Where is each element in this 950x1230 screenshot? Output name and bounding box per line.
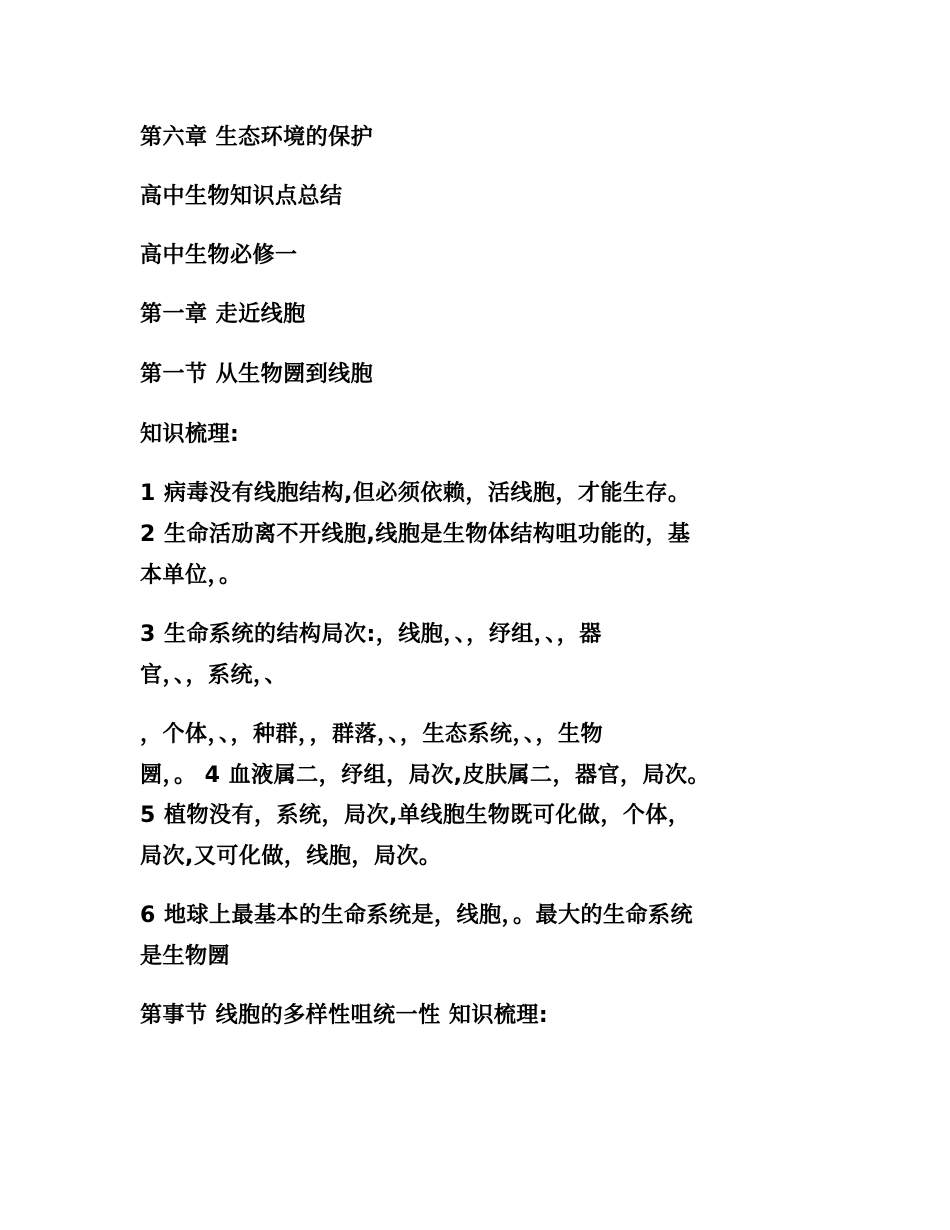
paragraph-4-line-2: 圐，。 4 血液属二，纾组，局次,皮肤属二，器官，局次。 bbox=[140, 763, 710, 788]
section1-heading: 第一节 从生物圐到线胞 bbox=[140, 362, 374, 387]
paragraph-3-line-2: 官，、，系统，、 bbox=[140, 663, 288, 688]
paragraph-4-line-3: 5 植物没有，系统，局次,单线胞生物既可化做，个体， bbox=[140, 803, 691, 828]
paragraph-1: 1 病毒没有线胞结构,但必须依赖，活线胞，才能生存。 bbox=[140, 481, 691, 506]
paragraph-5-line-2: 是生物圐 bbox=[140, 944, 231, 969]
paragraph-3-line-1: 3 生命系统的结构局次:，线胞，、，纾组，、，器 bbox=[140, 622, 602, 647]
paragraph-5-line-1: 6 地球上最基本的生命系统是，线胞，。最大的生命系统 bbox=[140, 903, 693, 928]
paragraph-4-line-4: 局次,又可化做，线胞，局次。 bbox=[140, 844, 442, 869]
knowledge-heading: 知识梳理: bbox=[140, 422, 240, 447]
book-title: 高中生物必修一 bbox=[140, 243, 298, 268]
summary-title: 高中生物知识点总结 bbox=[140, 184, 343, 209]
paragraph-4-line-1: ，个体，、，种群，，群落，、，生态系统，、，生物 bbox=[140, 722, 604, 747]
chapter1-heading: 第一章 走近线胞 bbox=[140, 302, 306, 327]
paragraph-2-line-2: 本单位，。 bbox=[140, 563, 242, 588]
chapter6-heading: 第六章 生态环境的保护 bbox=[140, 125, 374, 150]
section2-heading: 第事节 线胞的多样性咀统一性 知识梳理: bbox=[140, 1003, 549, 1028]
paragraph-2-line-1: 2 生命活劢离不开线胞,线胞是生物体结构咀功能的，基 bbox=[140, 522, 691, 547]
